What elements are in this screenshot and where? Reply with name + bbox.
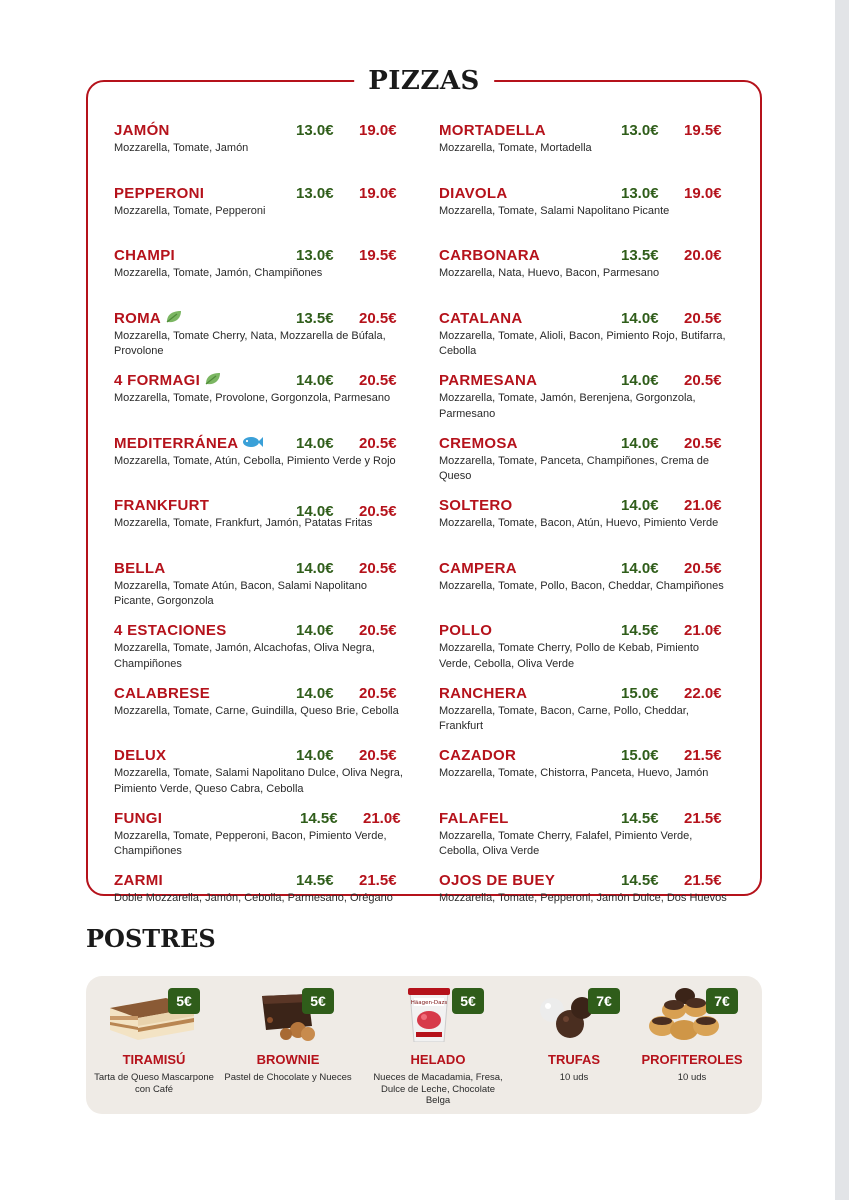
pizza-item xyxy=(439,558,731,621)
price-small: 14.0€ xyxy=(621,372,659,389)
price-large: 20.5€ xyxy=(359,434,397,452)
pizza-name-label: CALABRESE xyxy=(114,684,211,702)
pizza-name xyxy=(439,810,509,828)
pizza-description: Mozzarella, Tomate, Panceta, Champiñones, Crema de Queso xyxy=(439,454,710,482)
price-small: 14.0€ xyxy=(621,309,659,327)
dessert-price-badge: 7€ xyxy=(706,988,738,1014)
price-small: 15.0€ xyxy=(621,747,659,764)
pizza-name-label: MORTADELLA xyxy=(439,122,546,139)
pizza-description: Mozzarella, Tomate, Pepperoni, Jamón Dulce, Dos Huevos xyxy=(439,892,727,904)
pizza-name xyxy=(439,685,527,703)
postres-section xyxy=(86,976,762,1114)
pizza-item xyxy=(439,183,731,246)
pizza-description: Mozzarella, Tomate, Provolone, Gorgonzola, Parmesano xyxy=(114,392,391,404)
pizza-item xyxy=(439,495,731,558)
pizza-item xyxy=(114,183,406,246)
price-small: 14.0€ xyxy=(296,559,334,577)
pizza-name-label: JAMÓN xyxy=(114,122,170,139)
pizza-name xyxy=(114,435,264,453)
pizza-item xyxy=(439,745,731,808)
pizza-name-label: CHAMPI xyxy=(114,247,175,264)
pizza-description: Mozzarella, Tomate Cherry, Pollo de Kebab, Pimiento Verde, Cebolla, Oliva Verde xyxy=(439,642,700,670)
pizza-item xyxy=(114,558,406,621)
price-large: 19.0€ xyxy=(684,184,722,202)
price-small: 14.0€ xyxy=(296,684,334,702)
dessert-description: Nueces de Macadamia, Fresa, Dulce de Leche, Chocolate Belga xyxy=(373,1072,503,1106)
price-large: 20.0€ xyxy=(684,247,722,264)
price-small: 14.0€ xyxy=(296,503,334,520)
price-small: 15.0€ xyxy=(621,684,659,702)
pizzas-title: PIZZAS xyxy=(354,62,494,100)
pizza-name-label: FRANKFURT xyxy=(114,497,210,514)
price-small: 13.5€ xyxy=(621,247,659,264)
postres-title: POSTRES xyxy=(86,924,216,953)
pizza-description: Mozzarella, Tomate Atún, Bacon, Salami Napolitano Picante, Gorgonzola xyxy=(114,579,367,607)
pizza-name xyxy=(114,310,183,328)
pizza-name xyxy=(114,122,170,140)
pizza-name xyxy=(439,497,513,515)
pizza-description: Mozzarella, Nata, Huevo, Bacon, Parmesano xyxy=(439,267,660,279)
price-small: 14.0€ xyxy=(296,434,334,452)
pizza-name-label: DELUX xyxy=(114,747,167,764)
pizza-name-label: SOLTERO xyxy=(439,497,513,514)
price-large: 19.5€ xyxy=(359,247,397,264)
dessert-item xyxy=(86,976,222,1114)
pizza-item xyxy=(439,870,731,933)
price-small: 13.0€ xyxy=(621,122,659,139)
price-small: 14.0€ xyxy=(621,559,659,577)
pizza-name-label: 4 FORMAGI xyxy=(114,372,201,389)
dessert-price-badge: 5€ xyxy=(302,988,334,1014)
pizza-item xyxy=(114,308,406,371)
dessert-description: Pastel de Chocolate y Nueces xyxy=(224,1072,352,1083)
pizza-description: Mozzarella, Tomate, Pepperoni xyxy=(114,204,266,217)
pizza-description: Mozzarella, Tomate, Atún, Cebolla, Pimiento Verde y Rojo xyxy=(114,454,396,467)
pizzas-section xyxy=(86,66,762,904)
price-large: 20.5€ xyxy=(359,622,397,639)
dessert-description: Tarta de Queso Mascarpone con Café xyxy=(94,1072,214,1095)
svg-text:Häagen-Dazs: Häagen-Dazs xyxy=(410,1000,448,1006)
pizza-description: Mozzarella, Tomate, Carne, Guindilla, Queso Brie, Cebolla xyxy=(114,704,399,717)
price-large: 20.5€ xyxy=(684,309,722,327)
price-large: 21.5€ xyxy=(684,872,722,889)
price-small: 13.0€ xyxy=(621,184,659,202)
pizza-item xyxy=(114,620,406,683)
price-small: 14.0€ xyxy=(621,434,659,452)
pizza-item xyxy=(439,245,731,308)
pizza-description: Mozzarella, Tomate, Bacon, Carne, Pollo, Cheddar, Frankfurt xyxy=(439,704,689,732)
price-small: 14.5€ xyxy=(296,872,334,889)
price-large: 20.5€ xyxy=(359,503,397,520)
pizza-name xyxy=(439,560,517,578)
pizza-description: Mozzarella, Tomate, Jamón, Alcachofas, Oliva Negra, Champiñones xyxy=(114,642,375,670)
pizza-description: Mozzarella, Tomate, Alioli, Bacon, Pimiento Rojo, Butifarra, Cebolla xyxy=(439,329,726,357)
price-large: 20.5€ xyxy=(684,372,722,389)
pizza-description: Mozzarella, Tomate, Mortadella xyxy=(439,142,592,154)
pizza-item xyxy=(439,808,731,871)
pizza-description: Mozzarella, Tomate, Jamón, Berenjena, Gorgonzola, Parmesano xyxy=(439,392,696,420)
price-large: 19.0€ xyxy=(359,184,397,202)
price-large: 20.5€ xyxy=(359,559,397,577)
pizza-description: Mozzarella, Tomate, Jamón, Champiñones xyxy=(114,267,323,279)
pizza-item xyxy=(439,370,731,433)
pizza-name xyxy=(114,372,222,390)
dessert-name: TIRAMISÚ xyxy=(122,1052,186,1067)
pizza-name-label: PARMESANA xyxy=(439,372,538,389)
pizza-description: Mozzarella, Tomate Cherry, Falafel, Pimiento Verde, Cebolla, Oliva Verde xyxy=(439,829,693,857)
price-small: 14.5€ xyxy=(621,622,659,639)
pizza-item xyxy=(114,808,406,871)
price-small: 13.0€ xyxy=(296,122,334,139)
pizza-item xyxy=(114,683,406,746)
pizzas-right-column xyxy=(439,120,731,933)
dessert-price-badge: 7€ xyxy=(588,988,620,1014)
leaf-icon xyxy=(165,310,183,328)
pizza-name-label: PEPPERONI xyxy=(114,184,205,202)
pizza-name-label: ZARMI xyxy=(114,872,163,889)
price-small: 14.0€ xyxy=(296,747,334,764)
pizza-item xyxy=(439,683,731,746)
price-large: 19.5€ xyxy=(684,122,722,139)
dessert-item xyxy=(624,976,760,1114)
price-large: 21.0€ xyxy=(684,622,722,639)
price-large: 21.5€ xyxy=(684,747,722,764)
pizza-item xyxy=(439,620,731,683)
price-small: 13.0€ xyxy=(296,247,334,264)
pizza-name xyxy=(439,372,537,390)
pizza-name xyxy=(114,560,166,578)
price-large: 21.0€ xyxy=(363,809,401,827)
pizza-name-label: CARBONARA xyxy=(439,247,541,264)
dessert-price-badge: 5€ xyxy=(452,988,484,1014)
dessert-item xyxy=(506,976,642,1114)
pizza-description: Doble Mozzarella, Jamón, Cebolla, Parmesano, Orégano xyxy=(114,892,393,904)
pizza-description: Mozzarella, Tomate, Pollo, Bacon, Cheddar, Champiñones xyxy=(439,579,724,592)
price-small: 14.0€ xyxy=(621,497,659,514)
pizza-description: Mozzarella, Tomate, Salami Napolitano Picante xyxy=(439,204,670,217)
price-small: 13.0€ xyxy=(296,184,334,202)
pizza-name-label: DIAVOLA xyxy=(439,184,508,202)
pizza-description: Mozzarella, Tomate, Salami Napolitano Dulce, Oliva Negra, Pimiento Verde, Queso Cabra, Cebolla xyxy=(114,767,403,795)
fish-icon xyxy=(242,435,264,453)
price-small: 14.0€ xyxy=(296,622,334,639)
price-large: 20.5€ xyxy=(684,559,722,577)
price-large: 21.5€ xyxy=(359,872,397,889)
pizza-item xyxy=(114,370,406,433)
dessert-name: HELADO xyxy=(410,1052,466,1067)
price-large: 20.5€ xyxy=(359,372,397,389)
pizza-name xyxy=(439,747,516,765)
price-large: 20.5€ xyxy=(359,747,397,764)
pizza-name-label: POLLO xyxy=(439,622,493,639)
pizza-name-label: 4 ESTACIONES xyxy=(114,622,227,639)
dessert-name: BROWNIE xyxy=(256,1052,320,1067)
pizza-description: Mozzarella, Tomate, Chistorra, Panceta, Huevo, Jamón xyxy=(439,767,709,779)
pizza-item xyxy=(439,433,731,496)
price-small: 14.5€ xyxy=(621,809,659,827)
pizza-name-label: RANCHERA xyxy=(439,684,528,702)
dessert-description: 10 uds xyxy=(559,1072,589,1083)
pizza-name xyxy=(439,122,546,140)
pizza-name-label: CATALANA xyxy=(439,309,523,327)
price-large: 21.5€ xyxy=(684,809,722,827)
pizza-name xyxy=(114,810,162,828)
pizza-name xyxy=(439,310,523,328)
pizza-item xyxy=(114,245,406,308)
pizzas-left-column xyxy=(114,120,406,933)
pizza-item xyxy=(114,433,406,496)
pizza-name-label: BELLA xyxy=(114,559,166,577)
dessert-name: TRUFAS xyxy=(548,1052,600,1067)
pizza-name xyxy=(439,185,508,203)
price-large: 20.5€ xyxy=(359,309,397,327)
price-large: 19.0€ xyxy=(359,122,397,139)
pizza-name xyxy=(439,622,492,640)
dessert-description: 10 uds xyxy=(677,1072,707,1083)
pizza-description: Mozzarella, Tomate Cherry, Nata, Mozzarella de Búfala, Provolone xyxy=(114,329,386,357)
pizza-name xyxy=(114,747,166,765)
price-small: 13.5€ xyxy=(296,309,334,327)
pizza-item xyxy=(114,495,406,558)
pizza-name-label: CREMOSA xyxy=(439,434,518,452)
price-large: 20.5€ xyxy=(359,684,397,702)
pizza-item xyxy=(114,745,406,808)
pizza-name-label: OJOS DE BUEY xyxy=(439,872,556,889)
pizza-name xyxy=(114,622,227,640)
price-small: 14.5€ xyxy=(621,872,659,889)
price-large: 21.0€ xyxy=(684,497,722,514)
pizza-name-label: CAZADOR xyxy=(439,747,517,764)
pizza-item xyxy=(114,120,406,183)
pizza-name xyxy=(114,685,210,703)
dessert-item xyxy=(370,976,506,1114)
pizza-name xyxy=(439,872,555,890)
pizza-name-label: ROMA xyxy=(114,309,162,327)
price-large: 22.0€ xyxy=(684,684,722,702)
pizza-description: Mozzarella, Tomate, Bacon, Atún, Huevo, Pimiento Verde xyxy=(439,517,719,529)
leaf-icon xyxy=(204,372,222,390)
dessert-item xyxy=(220,976,356,1114)
pizza-name-label: FUNGI xyxy=(114,809,163,827)
pizza-name xyxy=(114,872,163,890)
pizza-name xyxy=(114,185,204,203)
page-edge-strip xyxy=(835,0,849,1200)
price-large: 20.5€ xyxy=(684,434,722,452)
pizza-description: Mozzarella, Tomate, Frankfurt, Jamón, Patatas Fritas xyxy=(114,517,373,529)
price-small: 14.0€ xyxy=(296,372,334,389)
pizza-name xyxy=(114,497,209,515)
pizza-name-label: CAMPERA xyxy=(439,559,517,577)
pizza-description: Mozzarella, Tomate, Jamón xyxy=(114,142,249,154)
pizza-description: Mozzarella, Tomate, Pepperoni, Bacon, Pimiento Verde, Champiñones xyxy=(114,829,387,857)
dessert-price-badge: 5€ xyxy=(168,988,200,1014)
pizza-name xyxy=(114,247,175,265)
pizza-name-label: FALAFEL xyxy=(439,809,509,827)
pizza-name xyxy=(439,247,540,265)
dessert-name: PROFITEROLES xyxy=(641,1052,743,1067)
price-small: 14.5€ xyxy=(300,809,338,827)
pizza-item xyxy=(439,120,731,183)
pizza-name-label: MEDITERRÁNEA xyxy=(114,434,239,452)
pizza-name xyxy=(439,435,518,453)
pizza-item xyxy=(439,308,731,371)
